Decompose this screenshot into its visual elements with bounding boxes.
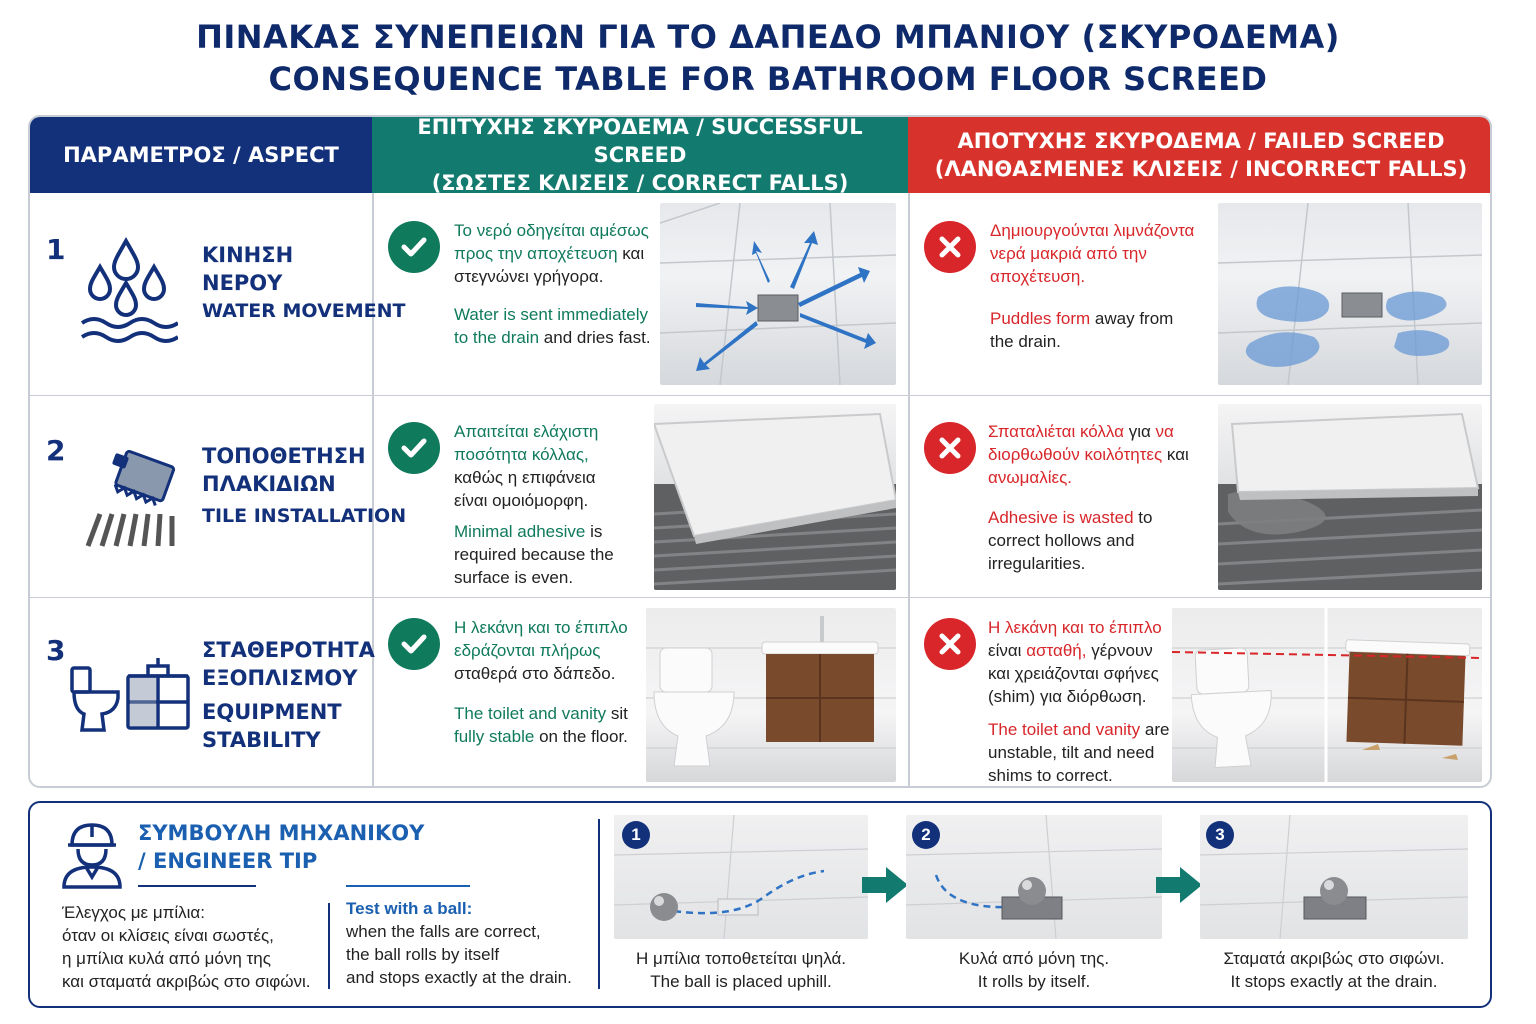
header-aspect	[30, 117, 372, 193]
step-en: It stops exactly at the drain.	[1230, 972, 1438, 991]
highlight: The toilet and vanity	[988, 720, 1141, 739]
highlight: Water is sent immediately to the drain	[454, 305, 648, 347]
toilet-vanity-icon	[70, 654, 192, 739]
tile-adhesive-photo	[654, 404, 896, 590]
floor-drain-photo	[660, 203, 896, 385]
highlight: Η λεκάνη και το έπιπλο	[988, 618, 1162, 637]
text: are unstable, tilt and need shims to correct.	[988, 720, 1170, 785]
text: σταθερά στο δάπεδο.	[454, 664, 616, 683]
water-drops-icon	[78, 233, 178, 358]
text: και στεγνώνει γρήγορα.	[454, 244, 645, 286]
aspect-line: TILE INSTALLATION	[202, 505, 407, 527]
cross-icon	[924, 618, 976, 670]
success-english-text	[454, 520, 634, 589]
aspect-line: STABILITY	[202, 728, 321, 752]
table-row	[30, 395, 1492, 597]
table-row	[30, 193, 1492, 395]
aspect-label	[202, 636, 375, 754]
tip-line: Έλεγχος με μπίλια:	[62, 903, 205, 922]
aspect-line: ΠΛΑΚΙΔΙΩΝ	[202, 472, 336, 496]
step-2-photo	[906, 815, 1162, 939]
step-gr: Σταματά ακριβώς στο σιφώνι.	[1223, 949, 1445, 968]
step-number: 3	[1206, 821, 1234, 849]
consequence-table	[28, 115, 1492, 788]
divider	[328, 903, 330, 989]
tip-line: and stops exactly at the drain.	[346, 968, 572, 987]
highlight: Η λεκάνη και το έπιπλο εδράζονται πλήρως	[454, 618, 628, 660]
tip-heading	[138, 819, 424, 875]
header-failed	[908, 117, 1492, 193]
failed-greek-text: Δημιουργούνται λιμνάζοντα νερά μακριά από την αποχέτευση.	[990, 221, 1195, 286]
header-success	[372, 117, 908, 193]
cross-icon	[924, 221, 976, 273]
toilet-vanity-photo	[646, 608, 896, 782]
step-1-caption	[614, 947, 868, 993]
tip-underline	[138, 885, 256, 887]
tip-heading-line2: / ENGINEER TIP	[138, 849, 318, 873]
highlight: Απαιτείται ελάχιστη ποσότητα κόλλας,	[454, 422, 599, 464]
header-success-line2: (ΣΩΣΤΕΣ ΚΛΙΣΕΙΣ / CORRECT FALLS)	[431, 171, 849, 195]
failed-english-text	[990, 307, 1200, 353]
step-number: 1	[622, 821, 650, 849]
failed-greek-text	[988, 616, 1170, 708]
step-number: 2	[912, 821, 940, 849]
failed-greek-text	[988, 420, 1208, 489]
success-english-text	[454, 303, 654, 349]
step-3-caption	[1200, 947, 1468, 993]
aspect-line: ΝΕΡΟΥ	[202, 271, 283, 295]
text: sit	[610, 704, 628, 723]
check-icon	[388, 422, 440, 474]
check-icon	[388, 221, 440, 273]
tip-line: η μπίλια κυλά από μόνη της	[62, 949, 271, 968]
page-title-greek: ΠΙΝΑΚΑΣ ΣΥΝΕΠΕΙΩΝ ΓΙΑ ΤΟ ΔΑΠΕΔΟ ΜΠΑΝΙΟΥ (ΣΚΥΡΟΔΕΜΑ)	[196, 18, 1340, 56]
text: on the floor.	[539, 727, 628, 746]
tip-line: the ball rolls by itself	[346, 945, 500, 964]
success-greek-text	[454, 616, 654, 685]
uneven-adhesive-photo	[1218, 404, 1482, 590]
highlight: Adhesive is wasted	[988, 508, 1134, 527]
text: για	[1128, 422, 1151, 441]
text: γέρνουν και χρειάζονται σφήνες (shim) για διόρθωση.	[988, 641, 1159, 706]
highlight: Σπαταλιέται κόλλα	[988, 422, 1124, 441]
text: καθώς η επιφάνεια είναι ομοιόμορφη.	[454, 468, 596, 510]
row-number: 3	[46, 634, 66, 667]
failed-english-text	[988, 506, 1168, 575]
highlight: The toilet and vanity	[454, 704, 607, 723]
aspect-line: WATER MOVEMENT	[202, 300, 406, 322]
tip-heading-line1: ΣΥΜΒΟΥΛΗ ΜΗΧΑΝΙΚΟΥ	[138, 821, 425, 845]
tip-line: when the falls are correct,	[346, 922, 541, 941]
text: είναι	[988, 641, 1022, 660]
table-row	[30, 597, 1492, 788]
aspect-line: ΤΟΠΟΘΕΤΗΣΗ	[202, 444, 366, 468]
row-number: 1	[46, 233, 66, 266]
header-success-line1: ΕΠΙΤΥΧΗΣ ΣΚΥΡΟΔΕΜΑ / SUCCESSFUL SCREED	[417, 115, 863, 167]
text: and dries fast.	[543, 328, 651, 347]
tip-greek-text	[62, 901, 332, 993]
puddle-photo	[1218, 203, 1482, 385]
highlight: Minimal adhesive	[454, 522, 586, 541]
aspect-line: ΚΙΝΗΣΗ	[202, 243, 294, 267]
page-title-english: CONSEQUENCE TABLE FOR BATHROOM FLOOR SCREED	[268, 60, 1268, 98]
header-failed-line1: ΑΠΟΤΥΧΗΣ ΣΚΥΡΟΔΕΜΑ / FAILED SCREED	[957, 129, 1445, 153]
engineer-tip-panel	[28, 801, 1492, 1008]
tip-english-text	[346, 897, 596, 989]
text: is required because the surface is even.	[454, 522, 614, 587]
success-english-text	[454, 702, 634, 748]
step-1-photo	[614, 815, 868, 939]
highlight: fully stable	[454, 727, 535, 746]
check-icon	[388, 618, 440, 670]
step-2-caption	[906, 947, 1162, 993]
success-greek-text	[454, 219, 654, 288]
highlight: ασταθή,	[1026, 641, 1087, 660]
highlight: ανωμαλίες.	[988, 468, 1072, 487]
text: away from the drain.	[990, 309, 1174, 351]
tip-en-heading: Test with a ball:	[346, 899, 473, 918]
trowel-icon	[78, 450, 188, 555]
arrow-right-icon	[860, 865, 910, 905]
header-failed-line2: (ΛΑΝΘΑΣΜΕΝΕΣ ΚΛΙΣΕΙΣ / INCORRECT FALLS)	[934, 157, 1468, 181]
text: to correct hollows and irregularities.	[988, 508, 1153, 573]
failed-english-text	[988, 718, 1170, 787]
aspect-line: ΣΤΑΘΕΡΟΤΗΤΑ	[202, 638, 375, 662]
highlight: Το νερό οδηγείται αμέσως προς την αποχέτευση	[454, 221, 649, 263]
engineer-icon	[60, 819, 124, 894]
step-gr: Η μπίλια τοποθετείται ψηλά.	[635, 949, 847, 968]
row-number: 2	[46, 434, 66, 467]
highlight: να διορθωθούν κοιλότητες	[988, 422, 1174, 464]
unstable-fixtures-photo	[1172, 608, 1482, 782]
arrow-right-icon	[1154, 865, 1204, 905]
tip-en-underline	[346, 885, 470, 887]
aspect-line: ΕΞΟΠΛΙΣΜΟΥ	[202, 666, 358, 690]
aspect-label	[202, 241, 406, 325]
highlight: Puddles form	[990, 309, 1091, 328]
success-greek-text	[454, 420, 624, 512]
step-en: It rolls by itself.	[977, 972, 1091, 991]
step-gr: Κυλά από μόνη της.	[958, 949, 1110, 968]
divider	[598, 819, 600, 989]
header-aspect-label: ΠΑΡΑΜΕΤΡΟΣ / ASPECT	[63, 143, 339, 167]
aspect-label	[202, 442, 406, 530]
text: και	[1166, 445, 1189, 464]
tip-line: όταν οι κλίσεις είναι σωστές,	[62, 926, 274, 945]
cross-icon	[924, 422, 976, 474]
tip-line: και σταματά ακριβώς στο σιφώνι.	[62, 972, 311, 991]
aspect-line: EQUIPMENT	[202, 700, 342, 724]
step-en: The ball is placed uphill.	[650, 972, 832, 991]
step-3-photo	[1200, 815, 1468, 939]
